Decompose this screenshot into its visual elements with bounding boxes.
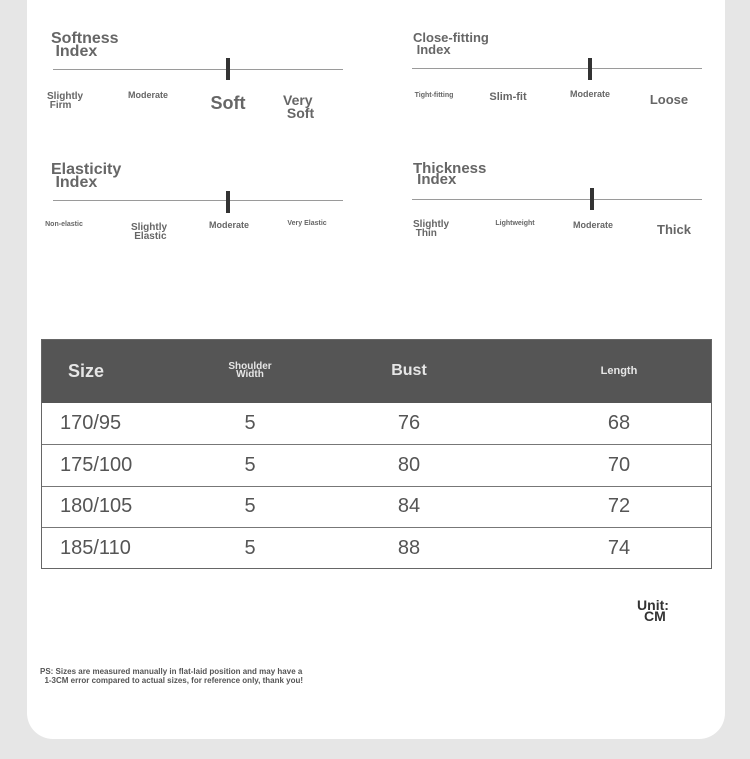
thickness-scale-line xyxy=(412,199,702,200)
thickness-option-lightweight: Lightweight xyxy=(495,220,535,227)
cell-length: 70 xyxy=(607,453,631,476)
cell-bust: 80 xyxy=(397,453,421,476)
elasticity-option-slightly-elastic: Slightly Elastic xyxy=(130,222,168,242)
cell-length: 68 xyxy=(607,412,631,434)
elasticity-option-very-elastic: Very Elastic xyxy=(287,220,327,227)
close-fitting-marker xyxy=(588,58,592,80)
table-row xyxy=(41,403,712,445)
softness-scale-line xyxy=(53,69,343,70)
measurement-note: PS: Sizes are measured manually in flat-laid position and may have a 1-3CM error compared to actual sizes, for reference only, thank you! xyxy=(40,667,304,685)
table-row xyxy=(41,486,712,528)
cell-shoulder-width: 5 xyxy=(244,537,256,559)
close-fitting-scale-line xyxy=(412,68,702,69)
elasticity-marker xyxy=(226,191,230,213)
cell-bust: 84 xyxy=(397,495,421,518)
cell-shoulder-width: 5 xyxy=(244,412,256,434)
softness-option-very-soft: Very Soft xyxy=(283,92,315,121)
unit-label: Unit: CM xyxy=(637,597,669,624)
cell-bust: 88 xyxy=(397,537,421,559)
cell-shoulder-width: 5 xyxy=(244,495,256,518)
header-shoulder-width: Shoulder Width xyxy=(228,361,272,380)
size-table-header xyxy=(41,339,712,403)
close-fitting-option-slim-fit: Slim-fit xyxy=(489,91,527,103)
cell-size: 180/105 xyxy=(60,495,133,518)
close-fitting-index-title: Close-fitting Index xyxy=(413,30,489,57)
cell-shoulder-width: 5 xyxy=(244,453,256,476)
header-length: Length xyxy=(600,365,638,377)
thickness-index-title: Thickness Index xyxy=(413,160,487,188)
cell-length: 74 xyxy=(607,537,631,559)
elasticity-index-title: Elasticity Index xyxy=(51,161,122,191)
thickness-option-thick: Thick xyxy=(657,222,691,237)
softness-marker xyxy=(226,58,230,80)
size-table xyxy=(41,339,712,569)
softness-option-soft: Soft xyxy=(210,93,246,113)
cell-length: 72 xyxy=(607,495,631,518)
softness-option-moderate: Moderate xyxy=(127,90,168,100)
close-fitting-option-loose: Loose xyxy=(649,92,689,107)
header-size: Size xyxy=(68,360,105,381)
elasticity-scale-line xyxy=(53,200,343,201)
elasticity-option-non-elastic: Non-elastic xyxy=(45,221,83,228)
header-bust: Bust xyxy=(391,362,427,379)
thickness-marker xyxy=(590,188,594,210)
softness-option-slightly-firm: Slightly Firm xyxy=(47,91,84,111)
softness-index-title: Softness Index xyxy=(51,30,119,60)
elasticity-option-moderate: Moderate xyxy=(208,220,249,230)
close-fitting-option-tight-fitting: Tight-fitting xyxy=(414,92,454,99)
close-fitting-option-moderate: Moderate xyxy=(569,89,610,99)
thickness-option-moderate: Moderate xyxy=(572,220,613,230)
cell-size: 185/110 xyxy=(60,537,131,559)
cell-bust: 76 xyxy=(397,412,421,434)
table-row xyxy=(41,528,712,570)
cell-size: 175/100 xyxy=(60,453,133,476)
table-row xyxy=(41,445,712,487)
thickness-option-slightly-thin: Slightly Thin xyxy=(413,219,450,239)
cell-size: 170/95 xyxy=(60,412,122,434)
